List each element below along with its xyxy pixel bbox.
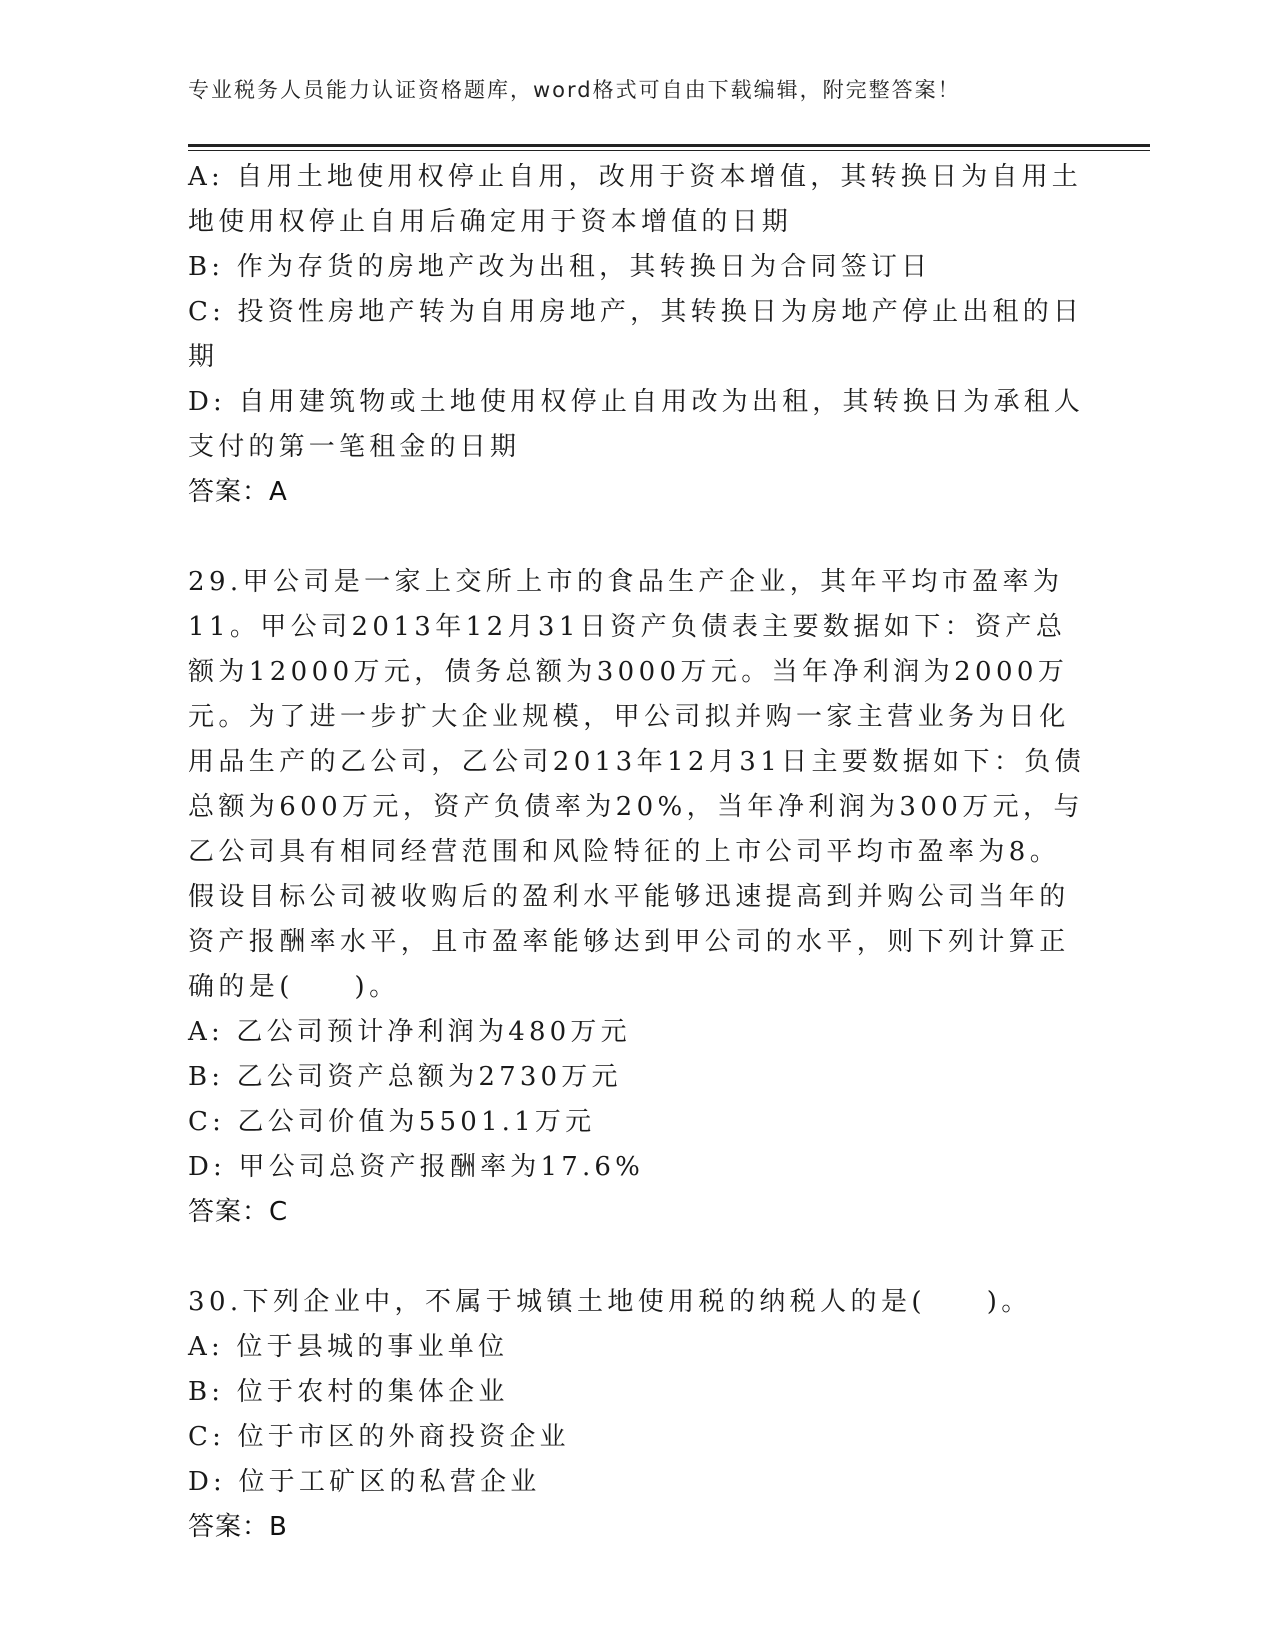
- q30-option-b: B: 位于农村的集体企业: [188, 1377, 509, 1407]
- spacer: [188, 1235, 1088, 1280]
- q28-answer: 答案：A: [188, 477, 288, 507]
- question-content: [188, 155, 1108, 1550]
- q30-option-d: D: 位于工矿区的私营企业: [188, 1467, 541, 1497]
- spacer: [188, 515, 1088, 560]
- q30-option-a: A: 位于县城的事业单位: [188, 1332, 509, 1362]
- question-30: [188, 1280, 1088, 1550]
- q28-option-d: D: 自用建筑物或土地使用权停止自用改为出租，其转换日为承租人支付的第一笔租金的日期: [188, 387, 1085, 462]
- q28-option-a: A: 自用土地使用权停止自用，改用于资本增值，其转换日为自用土地使用权停止自用后确定用于资本增值的日期: [188, 162, 1083, 237]
- page-header: 专业税务人员能力认证资格题库，word格式可自由下载编辑，附完整答案！: [188, 78, 961, 102]
- q28-option-b: B: 作为存货的房地产改为出租，其转换日为合同签订日: [188, 252, 932, 282]
- q29-answer: 答案：C: [188, 1197, 289, 1227]
- q30-option-c: C: 位于市区的外商投资企业: [188, 1422, 570, 1452]
- q29-option-d: D: 甲公司总资产报酬率为17.6%: [188, 1152, 645, 1182]
- q29-option-b: B: 乙公司资产总额为2730万元: [188, 1062, 622, 1092]
- header-rule-thin: [188, 150, 1150, 151]
- question-29: [188, 560, 1108, 1235]
- q29-stem: 29.甲公司是一家上交所上市的食品生产企业，其年平均市盈率为11。甲公司2013年12月31日资产负债表主要数据如下：资产总额为12000万元，债务总额为3000万元。当年净利润为2000万元。为了进一步扩大企业规模，甲公司拟并购一家主营业务为日化用品生产的乙公司，乙公司2013年12月31日主要数据如下：负债总额为600万元，资产负债率为20%，当年净利润为300万元，与乙公司具有相同经营范围和风险特征的上市公司平均市盈率为8。 假设目标公司被收购后的盈利水平能够迅速提高到并购公司当年的资产报酬率水平，且市盈率能够达到甲公司的水平，则下列计算正确的是( )。: [188, 567, 1108, 1002]
- q30-stem: 30.下列企业中，不属于城镇土地使用税的纳税人的是( )。: [188, 1287, 1032, 1317]
- q30-answer: 答案：B: [188, 1512, 288, 1542]
- q29-option-c: C: 乙公司价值为5501.1万元: [188, 1107, 596, 1137]
- header-rule-thick: [188, 144, 1150, 147]
- question-28: [188, 155, 1088, 515]
- q29-option-a: A: 乙公司预计净利润为480万元: [188, 1017, 631, 1047]
- q28-option-c: C: 投资性房地产转为自用房地产，其转换日为房地产停止出租的日期: [188, 297, 1084, 372]
